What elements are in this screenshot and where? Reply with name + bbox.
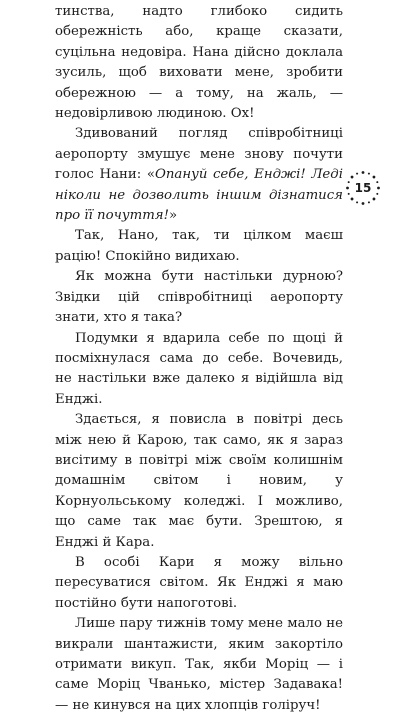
paragraph — [55, 553, 343, 614]
text-segment: Лише пару тижнів тому мене мало не викрали шантажисти, яким закортіло отримати викуп. Так, якби Моріц — і саме Моріц Чванько, містер Задавака! — не кинувся на цих хлопців голіруч! — [55, 616, 343, 713]
book-page-text — [55, 2, 343, 716]
italic-text-segment: Опануй себе, Енджі! Леді ніколи не дозволить іншим дізнатися про її почуття! — [55, 167, 343, 224]
text-segment: Так, Нано, так, ти цілком маєш рацію! Спокійно видихаю. — [55, 228, 343, 264]
text-segment: тинства, надто глибоко сидить обережність або, краще сказати, суцільна недовіра. Нана дійсно доклала зусиль, щоб виховати мене, зробити обережною — а тому, на жаль, — недовірливою людиною. Ох! — [55, 4, 343, 122]
paragraph — [55, 614, 343, 716]
text-segment: Здивований погляд співробітниці аеропорту змушує мене знову почути голос Нани: « — [55, 126, 343, 183]
paragraph — [55, 267, 343, 328]
text-segment: Подумки я вдарила себе по щоці й посміхнулася сама до себе. Вочевидь, не настільки вже далеко я відійшла від Енджі. — [55, 330, 343, 407]
paragraph — [55, 226, 343, 267]
text-segment: Здається, я повисла в повітрі десь між нею й Карою, так само, як я зараз висітиму в повітрі між своїм колишнім домашнім світом і новим, у Корнуольському коледжі. І можливо, що саме так має бути. Зрештою, я Енджі й Кара. — [55, 412, 343, 550]
page-number: 15 — [354, 181, 372, 195]
text-segment: Як можна бути настільки дурною? Звідки цій співробітниці аеропорту знати, хто я така? — [55, 269, 343, 326]
paragraph — [55, 2, 343, 124]
text-segment: » — [168, 208, 178, 224]
text-segment: В особі Кари я можу вільно пересуватися світом. Як Енджі я маю постійно бути напоготові. — [55, 554, 343, 611]
paragraph — [55, 410, 343, 553]
page-number-badge — [345, 170, 381, 206]
paragraph — [55, 124, 343, 226]
paragraph — [55, 329, 343, 411]
